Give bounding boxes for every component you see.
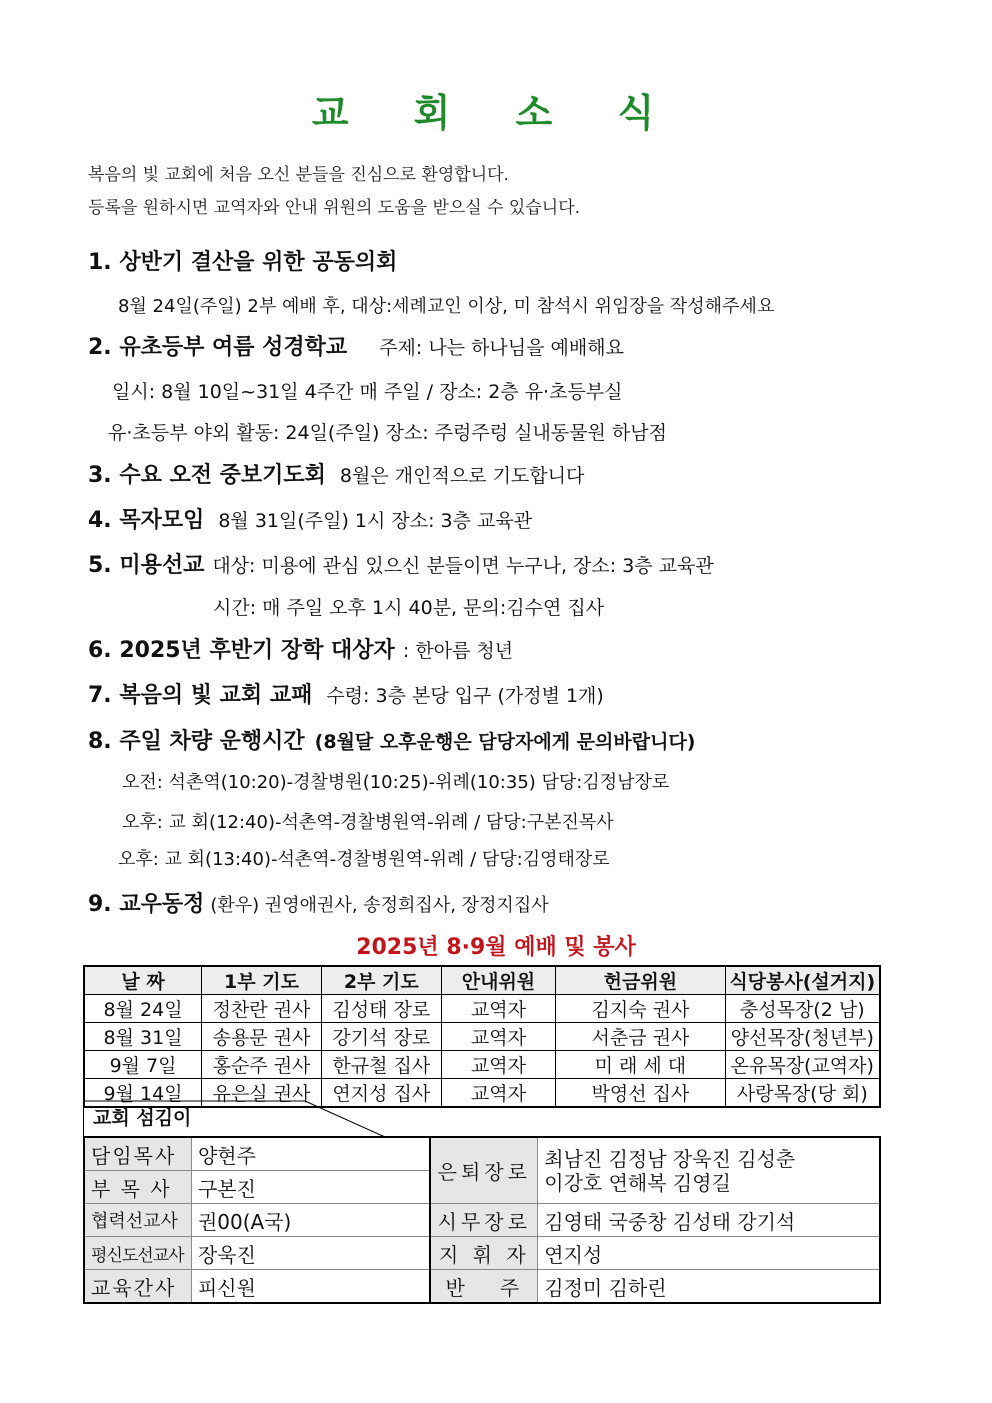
table-row: [84, 1270, 880, 1304]
staff-label: 부 목 사: [84, 1171, 191, 1204]
table-row: [84, 1051, 880, 1079]
table-row: [84, 1204, 880, 1237]
item-6-detail: : 한아름 청년: [402, 640, 514, 662]
item-5-target: 대상: 미용에 관심 있으신 분들이면 누구나, 장소: 3층 교육관: [212, 555, 714, 577]
cell: 강기석 장로: [321, 1023, 441, 1051]
staff-label: 시무장로: [430, 1204, 537, 1237]
item-4-title: 4. 목자모임: [88, 508, 205, 533]
cell: 정찬란 권사: [202, 995, 322, 1023]
staff-value: 구본진: [191, 1171, 430, 1204]
cell: 연지성 집사: [321, 1079, 441, 1108]
item-8-title: 8. 주일 차량 운행시간: [88, 729, 305, 754]
item-7-title: 7. 복음의 빛 교회 교패: [88, 683, 313, 708]
table-row: [84, 1237, 880, 1270]
cell: 충성목장(2 남): [725, 995, 880, 1023]
schedule-table: [83, 965, 881, 1108]
cell: 8월 24일: [84, 995, 202, 1023]
header-kitchen: 식당봉사(설거지): [725, 966, 880, 995]
item-6-heading: [88, 633, 513, 664]
item-9-detail: (환우) 권영애권사, 송정희집사, 장정지집사: [210, 895, 549, 916]
item-4-detail: 8월 31일(주일) 1시 장소: 3층 교육관: [218, 510, 533, 532]
staff-label: 평신도선교사: [84, 1237, 191, 1270]
item-2-title: 2. 유초등부 여름 성경학교: [88, 335, 348, 360]
cell: 박영선 집사: [556, 1079, 725, 1108]
staff-value: 피신원: [191, 1270, 430, 1304]
staff-table: [83, 1136, 881, 1304]
item-2-theme: 주제: 나는 하나님을 예배해요: [379, 337, 624, 359]
cell: 교역자: [441, 995, 556, 1023]
page-title: 교 회 소 식: [311, 91, 681, 135]
staff-label: 은퇴장로: [430, 1137, 537, 1204]
item-3-heading: [88, 458, 584, 489]
item-9-heading: [88, 887, 549, 918]
staff-label: 교육간사: [84, 1270, 191, 1304]
staff-label: 반 주: [430, 1270, 537, 1304]
header-date: 날 짜: [84, 966, 202, 995]
cell: 홍순주 권사: [202, 1051, 322, 1079]
header-prayer-2: 2부 기도: [321, 966, 441, 995]
cell: 김성태 장로: [321, 995, 441, 1023]
item-1-detail: 8월 24일(주일) 2부 예배 후, 대상:세례교인 이상, 미 참석시 위임장을 작성해주세요: [118, 296, 775, 317]
item-5-detail: 시간: 매 주일 오후 1시 40분, 문의:김수연 집사: [213, 597, 605, 619]
item-7-heading: [88, 678, 604, 709]
staff-value: 김영태 국중창 김성태 강기석: [538, 1204, 880, 1237]
header-offering: 헌금위원: [556, 966, 725, 995]
header-prayer-1: 1부 기도: [202, 966, 322, 995]
item-3-title: 3. 수요 오전 중보기도회: [88, 463, 326, 488]
item-2-detail-2: 유·초등부 야외 활동: 24일(주일) 장소: 주렁주렁 실내동물원 하남점: [108, 422, 667, 444]
staff-tag: 교회 섬김이: [93, 1107, 192, 1129]
item-8-heading: [88, 724, 695, 755]
staff-section: [83, 1100, 881, 1308]
cell: 서춘금 권사: [556, 1023, 725, 1051]
staff-value: 장욱진: [191, 1237, 430, 1270]
item-8-afternoon-2: 오후: 교 회(13:40)-석촌역-경찰병원역-위례 / 담당:김영태장로: [118, 849, 610, 870]
staff-value-multi: [538, 1137, 880, 1204]
item-6-title: 6. 2025년 후반기 장학 대상자: [88, 638, 395, 663]
cell: 교역자: [441, 1079, 556, 1108]
cell: 교역자: [441, 1051, 556, 1079]
item-8-morning: 오전: 석촌역(10:20)-경찰병원(10:25)-위례(10:35) 담당:김정남장로: [122, 772, 670, 793]
table-row: [84, 1137, 880, 1171]
staff-value: 연지성: [538, 1237, 880, 1270]
cell: 김지숙 권사: [556, 995, 725, 1023]
item-9-title: 9. 교우동정: [88, 892, 205, 917]
schedule-header-row: [84, 966, 880, 995]
staff-label: 협력선교사: [84, 1204, 191, 1237]
welcome-line-2: 등록을 원하시면 교역자와 안내 위원의 도움을 받으실 수 있습니다.: [88, 198, 581, 218]
cell: 8월 31일: [84, 1023, 202, 1051]
item-2-detail-1: 일시: 8월 10일~31일 4주간 매 주일 / 장소: 2층 유·초등부실: [112, 381, 623, 403]
staff-label: 지 휘 자: [430, 1237, 537, 1270]
item-3-detail: 8월은 개인적으로 기도합니다: [339, 465, 585, 487]
staff-value: 권00(A국): [191, 1204, 430, 1237]
cell: 한규철 집사: [321, 1051, 441, 1079]
staff-value: 최남진 김정남 장욱진 김성춘: [544, 1146, 796, 1171]
cell: 사랑목장(당 회): [725, 1079, 880, 1108]
cell: 9월 7일: [84, 1051, 202, 1079]
item-4-heading: [88, 503, 532, 534]
cell: 송용문 권사: [202, 1023, 322, 1051]
cell: 9월 14일: [84, 1079, 202, 1108]
cell: 온유목장(교역자): [725, 1051, 880, 1079]
table-row: [84, 1023, 880, 1051]
staff-value: 김정미 김하린: [538, 1270, 880, 1304]
staff-value: 양현주: [191, 1137, 430, 1171]
cell: 교역자: [441, 1023, 556, 1051]
item-1-title: 1. 상반기 결산을 위한 공동의회: [88, 250, 398, 275]
item-5-title: 5. 미용선교: [88, 553, 205, 578]
item-8-note: (8월달 오후운행은 담당자에게 문의바랍니다): [314, 731, 696, 753]
staff-value: 이강호 연해복 김영길: [544, 1170, 731, 1195]
table-row: [84, 995, 880, 1023]
item-5-heading: [88, 548, 714, 579]
cell: 미 래 세 대: [556, 1051, 725, 1079]
header-usher: 안내위원: [441, 966, 556, 995]
cell: 유은실 권사: [202, 1079, 322, 1108]
staff-label: 담임목사: [84, 1137, 191, 1171]
item-7-detail: 수령: 3층 본당 입구 (가정별 1개): [326, 685, 604, 707]
item-8-afternoon-1: 오후: 교 회(12:40)-석촌역-경찰병원역-위례 / 담당:구본진목사: [122, 812, 614, 833]
cell: 양선목장(청년부): [725, 1023, 880, 1051]
item-1-heading: [88, 245, 397, 276]
item-2-heading: [88, 330, 624, 361]
schedule-title: 2025년 8·9월 예배 및 봉사: [356, 935, 636, 960]
welcome-line-1: 복음의 빛 교회에 처음 오신 분들을 진심으로 환영합니다.: [88, 165, 509, 185]
